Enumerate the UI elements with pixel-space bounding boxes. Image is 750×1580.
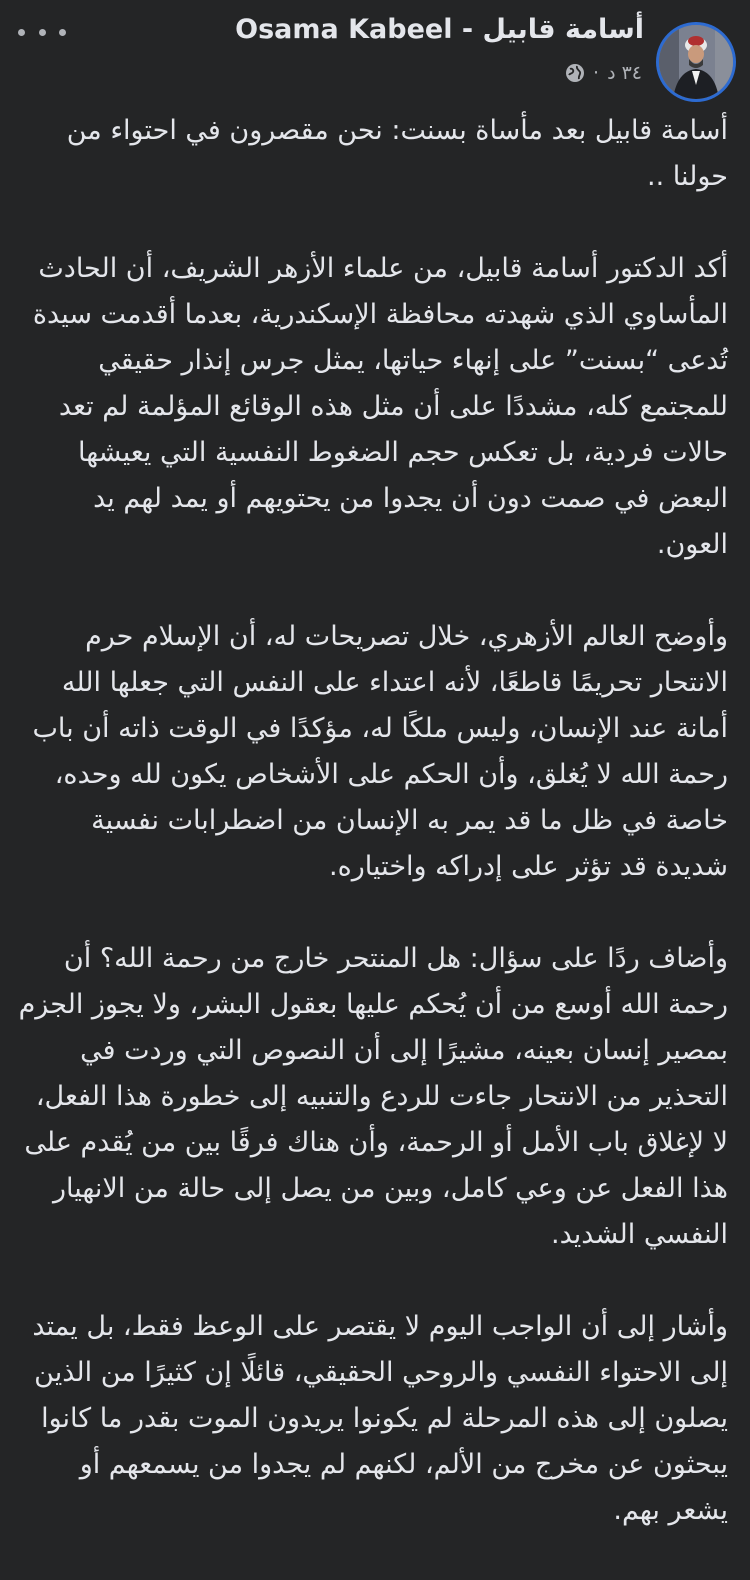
meta-separator: · [593,62,600,84]
post-body [18,108,728,1580]
more-horizontal-icon [18,29,25,36]
avatar-image [659,25,733,99]
more-horizontal-icon-dot [59,29,66,36]
post-header [0,0,750,105]
post-meta [565,60,642,86]
more-horizontal-icon-dot [39,29,46,36]
post-paragraph: أكد الدكتور أسامة قابيل، من علماء الأزهر الشريف، أن الحادث المأساوي الذي شهدته محافظة الإسكندرية، بعدما أقدمت سيدة تُدعى “بسنت” على إنهاء حياتها، يمثل جرس إنذار حقيقي للمجتمع كله، مشددًا على أن مثل هذه الوقائع المؤلمة لم تعد حالات فردية، بل تعكس حجم الضغوط النفسية التي يعيشها البعض في صمت دون أن يجدوا من يحتويهم أو يمد لهم يد العون. [32,253,728,560]
post-paragraph: وأوضح العالم الأزهري، خلال تصريحات له، أن الإسلام حرم الانتحار تحريمًا قاطعًا، لأنه اعتداء على النفس التي جعلها الله أمانة عند الإنسان، وليس ملكًا له، مؤكدًا في الوقت ذاته أن باب رحمة الله لا يُغلق، وأن الحكم على الأشخاص يكون لله وحده، خاصة في ظل ما قد يمر به الإنسان من اضطرابات نفسية شديدة قد تؤثر على إدراكه واختياره. [32,621,728,882]
author-name[interactable]: Osama Kabeel - أسامة قابيل [235,14,644,45]
avatar[interactable] [656,22,736,102]
post-paragraph-headline: أسامة قابيل بعد مأساة بسنت: نحن مقصرون في احتواء من حولنا .. [66,115,728,192]
post-paragraph: وأشار إلى أن الواجب اليوم لا يقتصر على الوعظ فقط، بل يمتد إلى الاحتواء النفسي والروحي الحقيقي، قائلًا إن كثيرًا من الذين يصلون إلى هذه المرحلة لم يكونوا يريدون الموت بقدر ما كانوا يبحثون عن مخرج من الألم، لكنهم لم يجدوا من يسمعهم أو يشعر بهم. [32,1311,728,1526]
more-options-button[interactable] [18,22,66,42]
post-paragraph: وأضاف ردًا على سؤال: هل المنتحر خارج من رحمة الله؟ أن رحمة الله أوسع من أن يُحكم عليها بعقول البشر، ولا يجوز الجزم بمصير إنسان بعينه، مشيرًا إلى أن النصوص التي وردت في التحذير من الانتحار جاءت للردع والتنبيه إلى خطورة هذا الفعل، لا لإغلاق باب الأمل أو الرحمة، وأن هناك فرقًا بين من يُقدم على هذا الفعل عن وعي كامل، وبين من يصل إلى حالة من الانهيار النفسي الشديد. [18,943,728,1250]
avatar-portrait-icon [659,25,733,99]
post-time[interactable]: ٣٤ د [607,62,642,84]
globe-icon[interactable] [565,63,585,83]
